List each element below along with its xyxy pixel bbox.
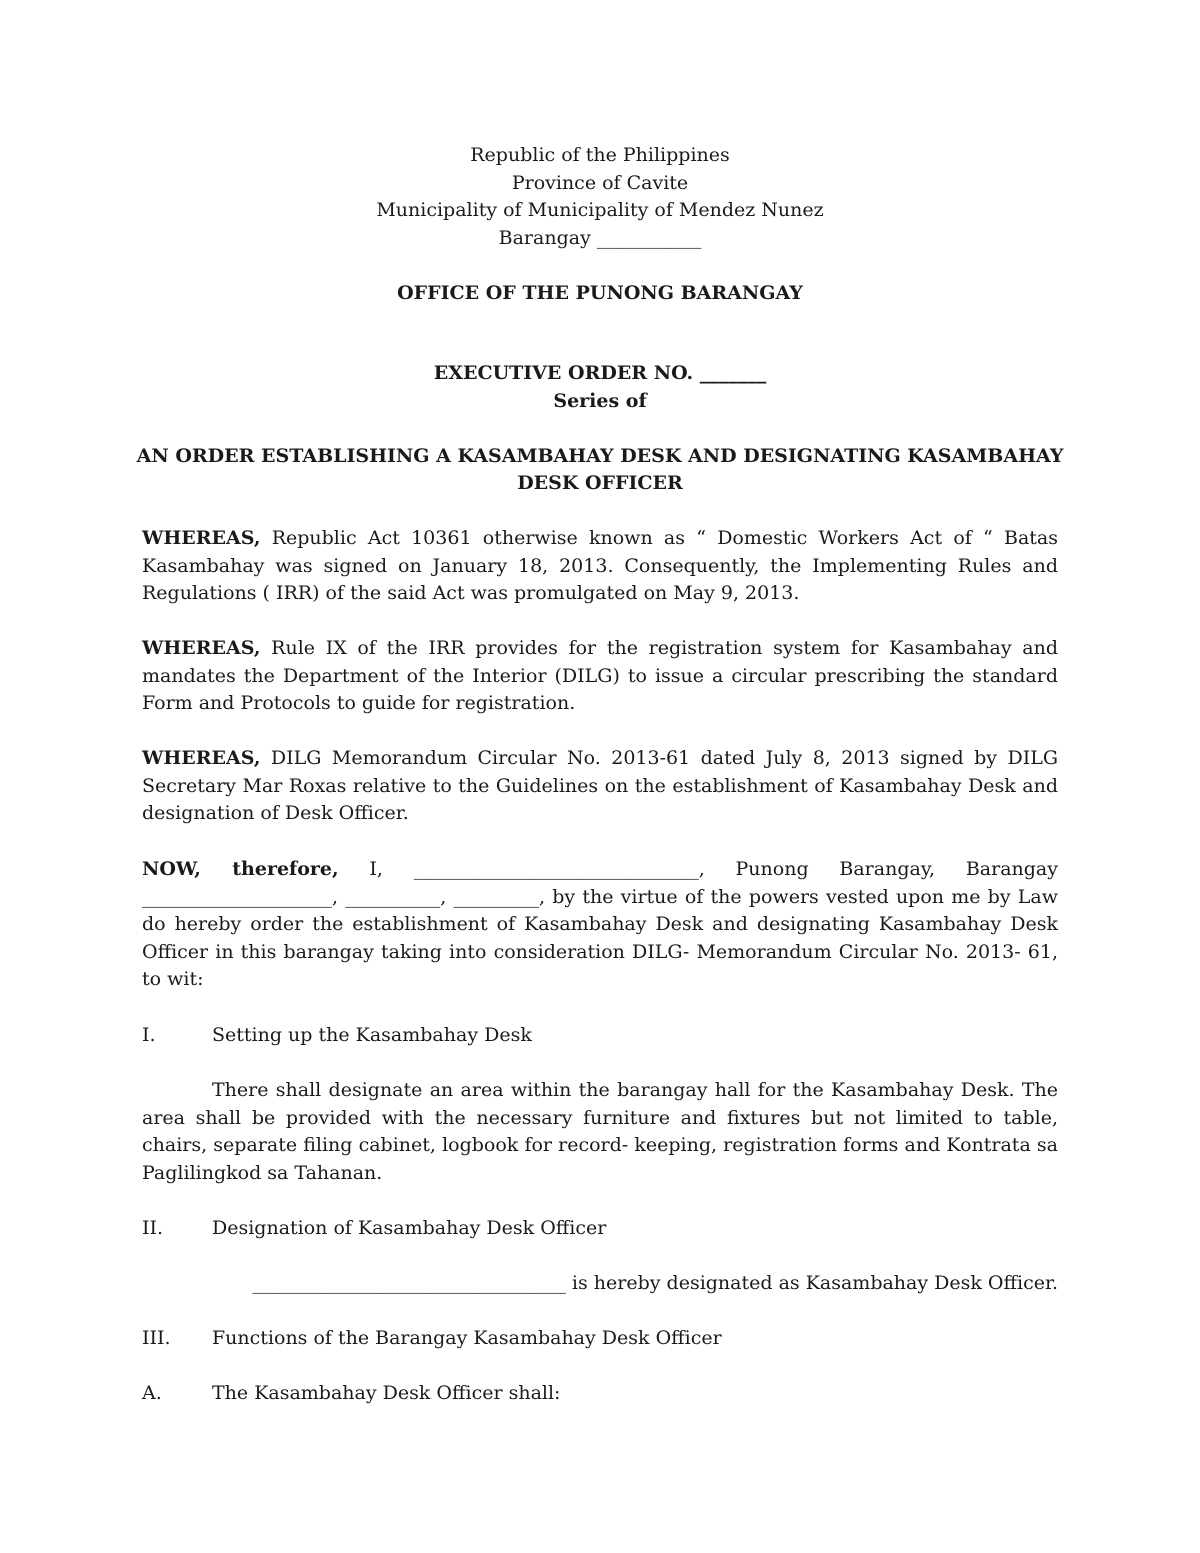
whereas-lead: WHEREAS, [142,747,261,769]
order-series: Series of [553,390,647,412]
now-therefore-text: I, ______________________________, Punong Barangay, Barangay ____________________, __________, _________, by the virtue of the powers vested upon me by Law do hereby order the establishment of Kasambahay Desk and designating Kasambahay Desk Officer in this barangay taking into consideration DILG- Memorandum Circular No. 2013- 61, to wit: [142,858,1058,990]
section-heading: The Kasambahay Desk Officer shall: [212,1382,561,1404]
section-number: A. [142,1382,162,1404]
office-title: OFFICE OF THE PUNONG BARANGAY [397,282,803,304]
whereas-lead: WHEREAS, [142,637,261,659]
section-2-designation: _________________________________ is hereby designated as Kasambahay Desk Officer. [252,1272,1058,1294]
header-barangay: Barangay ___________ [498,226,702,249]
section-2-heading [142,1215,1058,1243]
section-heading: Functions of the Barangay Kasambahay Desk Officer [212,1327,722,1349]
document-header [0,142,1200,252]
section-3-heading [142,1325,1058,1353]
now-therefore-paragraph [142,856,1058,994]
whereas-paragraph-2 [142,635,1058,718]
header-republic: Republic of the Philippines [470,144,730,166]
whereas-text: DILG Memorandum Circular No. 2013-61 dated July 8, 2013 signed by DILG Secretary Mar Roxas relative to the Guidelines on the establishment of Kasambahay Desk and designation of Desk Officer. [142,747,1058,824]
section-heading: Designation of Kasambahay Desk Officer [212,1217,607,1239]
section-number: I. [142,1024,156,1046]
section-number: III. [142,1327,171,1349]
section-heading: Setting up the Kasambahay Desk [212,1024,532,1046]
now-therefore-lead: NOW, therefore, [142,858,339,880]
whereas-paragraph-3 [142,745,1058,828]
whereas-text: Republic Act 10361 otherwise known as “ Domestic Workers Act of “ Batas Kasambahay was signed on January 18, 2013. Consequently, the Implementing Rules and Regulations ( IRR) of the said Act was promulgated on May 9, 2013. [142,527,1058,604]
section-a-heading [142,1380,1058,1408]
section-1-paragraph [142,1077,1058,1187]
header-province: Province of Cavite [511,171,689,194]
order-title-line2: DESK OFFICER [517,472,683,494]
section-1-text: There shall designate an area within the barangay hall for the Kasambahay Desk. The area shall be provided with the necessary furniture and fixtures but not limited to table, chairs, separate filing cabinet, logbook for record- keeping, registration forms and Kontrata sa Paglilingkod sa Tahanan. [142,1079,1058,1184]
whereas-lead: WHEREAS, [142,527,261,549]
section-1-heading [142,1022,1058,1050]
order-title-line1: AN ORDER ESTABLISHING A KASAMBAHAY DESK AND DESIGNATING KASAMBAHAY [136,445,1064,467]
whereas-text: Rule IX of the IRR provides for the registration system for Kasambahay and mandates the Department of the Interior (DILG) to issue a circular prescribing the standard Form and Protocols to guide for registration. [142,637,1058,714]
section-number: II. [142,1217,164,1239]
whereas-paragraph-1 [142,525,1058,608]
executive-order-number: EXECUTIVE ORDER NO. _______ [433,362,767,384]
header-municipality: Municipality of Municipality of Mendez Nunez [376,199,824,221]
